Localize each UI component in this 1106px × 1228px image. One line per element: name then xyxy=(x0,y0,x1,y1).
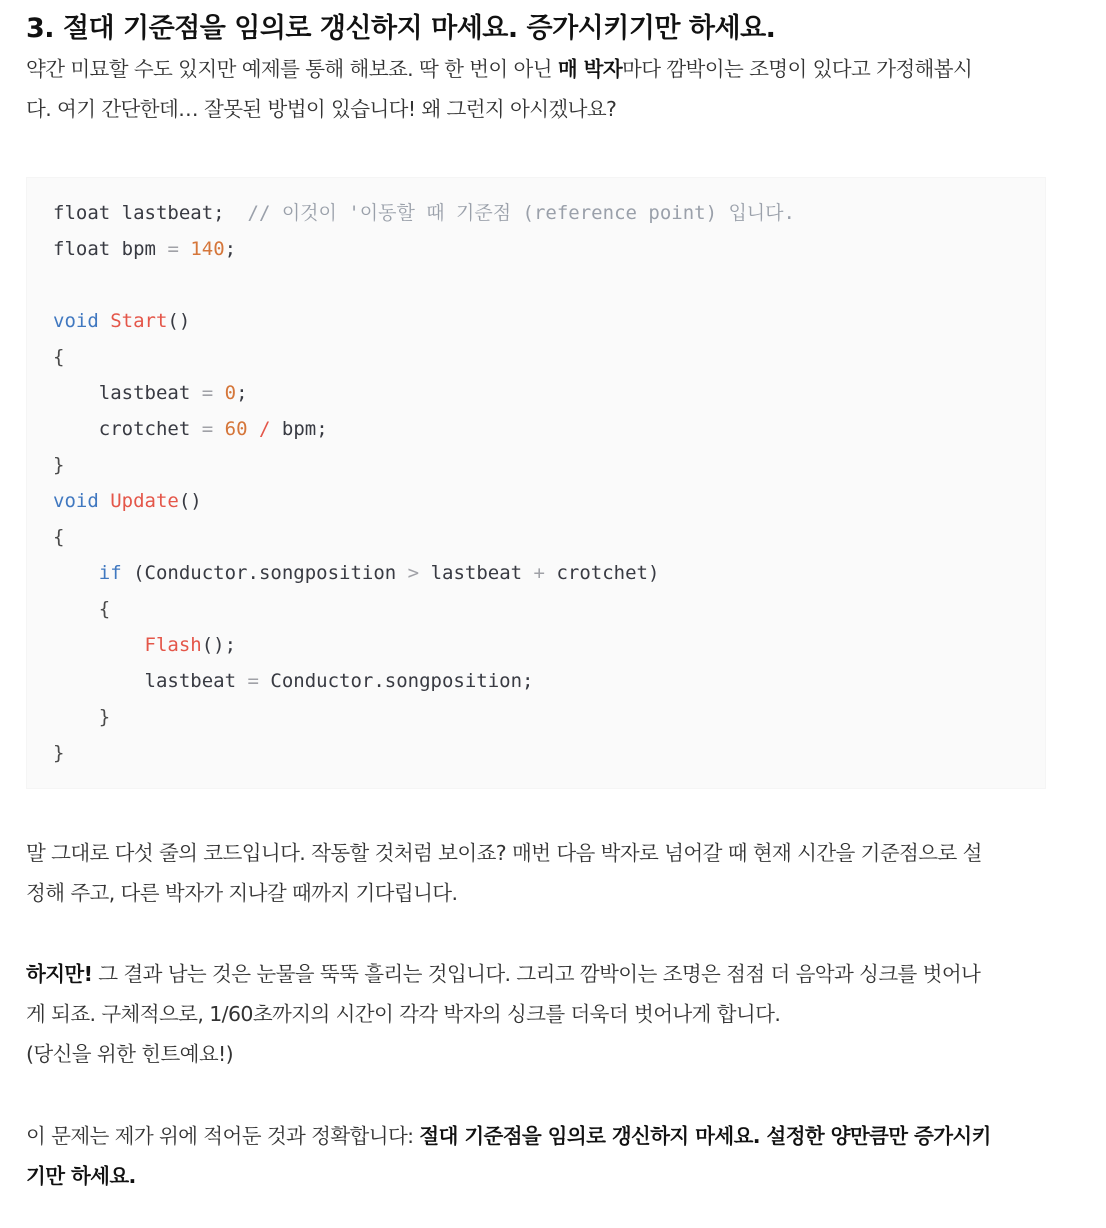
code-token: () xyxy=(167,310,191,332)
code-line xyxy=(53,735,795,771)
code-token: { xyxy=(98,598,111,620)
code-token: = xyxy=(201,418,214,440)
code-token: 0 xyxy=(224,382,237,404)
problem-text: 그 결과 남는 것은 눈물을 뚝뚝 흘리는 것입니다. 그리고 깜박이는 조명은 점점 더 음악과 싱크를 벗어나 xyxy=(92,962,981,986)
code-token: crotchet xyxy=(98,418,191,440)
code-line xyxy=(53,627,795,663)
code-block xyxy=(26,177,1046,789)
code-line xyxy=(53,411,795,447)
code-token: float xyxy=(53,238,111,260)
code-line xyxy=(53,519,795,555)
conclusion-paragraph xyxy=(26,1116,1056,1196)
code-token: lastbeat xyxy=(98,382,191,404)
code-token: bpm xyxy=(121,238,156,260)
code-keyword: if xyxy=(98,562,122,584)
conclusion-text: 이 문제는 제가 위에 적어둔 것과 정확합니다: xyxy=(26,1124,420,1148)
code-token: bpm; xyxy=(281,418,328,440)
code-token: 140 xyxy=(190,238,225,260)
conclusion-emphasis: 기만 하세요. xyxy=(26,1164,136,1188)
section-heading: 3. 절대 기준점을 임의로 갱신하지 마세요. 증가시키기만 하세요. xyxy=(26,13,776,44)
intro-text: 마다 깜박이는 조명이 있다고 가정해봅시 xyxy=(622,57,973,81)
code-token: = xyxy=(201,382,214,404)
code-line xyxy=(53,483,795,519)
code-line xyxy=(53,231,795,267)
code-token: (); xyxy=(201,634,237,656)
code-comment: // 이것이 '이동할 때 기준점 (reference point) 입니다. xyxy=(247,202,795,224)
code-token: } xyxy=(53,742,65,764)
code-token: crotchet) xyxy=(556,562,660,584)
code-line xyxy=(53,663,795,699)
code-token: = xyxy=(167,238,179,260)
code-token: { xyxy=(53,346,65,368)
code-line xyxy=(53,447,795,483)
code-token: 60 xyxy=(224,418,248,440)
code-token: } xyxy=(53,454,65,476)
code-token: ; xyxy=(224,238,237,260)
code-token: + xyxy=(533,562,545,584)
code-line xyxy=(53,303,795,339)
code-line xyxy=(53,267,795,303)
code-token: ; xyxy=(236,382,248,404)
code-keyword: void xyxy=(53,490,99,512)
code-token: lastbeat; xyxy=(121,202,225,224)
code-token: Conductor.songposition; xyxy=(270,670,534,692)
code-function: Flash xyxy=(144,634,202,656)
code-keyword: void xyxy=(53,310,99,332)
intro-emphasis: 매 박자 xyxy=(557,57,623,81)
problem-emphasis: 하지만! xyxy=(26,962,93,986)
code-token: > xyxy=(407,562,420,584)
intro-text: 약간 미묘할 수도 있지만 예제를 통해 해보죠. 딱 한 번이 아닌 xyxy=(26,57,558,81)
code-token: float xyxy=(53,202,111,224)
conclusion-emphasis: 절대 기준점을 임의로 갱신하지 마세요. 설정한 양만큼만 증가시키 xyxy=(419,1124,991,1148)
code-line xyxy=(53,591,795,627)
explanation-text: 말 그대로 다섯 줄의 코드입니다. 작동할 것처럼 보이죠? 매번 다음 박자로 넘어갈 때 현재 시간을 기준점으로 설 xyxy=(26,841,982,865)
code-token: lastbeat xyxy=(144,670,237,692)
code-token: lastbeat xyxy=(430,562,523,584)
code-listing xyxy=(53,195,795,771)
code-line xyxy=(53,375,795,411)
code-line xyxy=(53,699,795,735)
code-line xyxy=(53,339,795,375)
code-token: { xyxy=(53,526,65,548)
problem-paragraph xyxy=(26,954,1056,1074)
code-line xyxy=(53,555,795,591)
explanation-paragraph xyxy=(26,833,1056,913)
code-token: () xyxy=(178,490,202,512)
code-function: Start xyxy=(110,310,168,332)
code-line xyxy=(53,195,795,231)
explanation-text: 정해 주고, 다른 박자가 지나갈 때까지 기다립니다. xyxy=(26,881,458,905)
intro-paragraph xyxy=(26,49,1056,129)
code-function: Update xyxy=(110,490,179,512)
hint-text: (당신을 위한 힌트예요!) xyxy=(26,1042,234,1066)
intro-text: 다. 여기 간단한데… 잘못된 방법이 있습니다! 왜 그런지 아시겠나요? xyxy=(26,97,617,121)
code-token: (Conductor.songposition xyxy=(133,562,397,584)
code-token: / xyxy=(258,418,271,440)
code-token: = xyxy=(247,670,259,692)
code-token: } xyxy=(98,706,111,728)
problem-text: 게 되죠. 구체적으로, 1/60초까지의 시간이 각각 박자의 싱크를 더욱더 벗어나게 합니다. xyxy=(26,1002,781,1026)
